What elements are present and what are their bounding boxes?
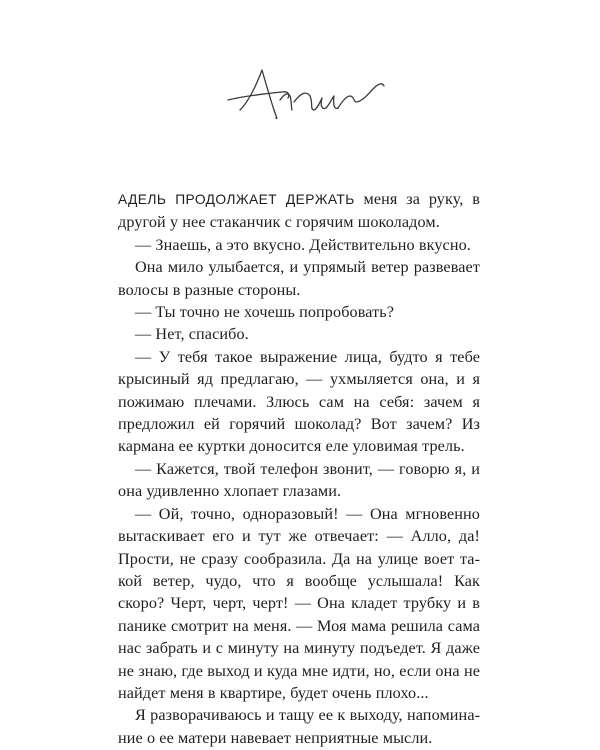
- paragraph: Она мило улыбается, и упрямый ветер развевает волосы в разные стороны.: [118, 258, 480, 299]
- paragraph: — Ты точно не хочешь попробовать?: [135, 303, 395, 322]
- chapter-heading: [0, 58, 600, 128]
- paragraph: — Знаешь, а это вкусно. Действительно вкусно.: [135, 235, 471, 254]
- lead-in: АДЕЛЬ ПРОДОЛЖАЕТ ДЕРЖАТЬ: [118, 192, 355, 207]
- paragraph: Я разворачиваюсь и тащу ее к выходу, напоминание о ее матери навевает неприятные мысли.: [118, 706, 480, 747]
- body-text: [118, 188, 480, 749]
- paragraph: — Ой, точно, одноразовый! — Она мгновенно вытаскивает его и тут же отвечает: — Алло, да! Прости, не сразу сообразила. Да на улице воет такой ветер, чудо, что я вообще услышала! Как скоро? Черт, черт, черт! — Она кладет трубку и в панике смотрит на меня. — Моя мама решила сама нас забрать и с минуту на минуту подъедет. Я даже не знаю, где выход и куда мне идти, но, если она не найдет меня в квартире, будет очень плохо...: [118, 504, 480, 702]
- chapter-title-script: [170, 58, 430, 128]
- paragraph: [118, 188, 480, 234]
- paragraph: — У тебя такое выражение лица, будто я тебе крысиный яд предлагаю, — ухмыляется она, и я пожимаю плечами. Злюсь сам на себя: зачем я предложил ей горячий шоколад? Вот зачем? Из кармана ее куртки доносится еле уловимая трель.: [118, 347, 480, 456]
- paragraph-text: меня за руку, в другой у нее стаканчик с горячим шоколадом.: [118, 190, 480, 232]
- paragraph: — Кажется, твой телефон звонит, — говорю я, и она удивленно хлопает глазами.: [118, 459, 480, 501]
- chapter-title: [0, 128, 1, 129]
- paragraph: — Нет, спасибо.: [135, 325, 249, 344]
